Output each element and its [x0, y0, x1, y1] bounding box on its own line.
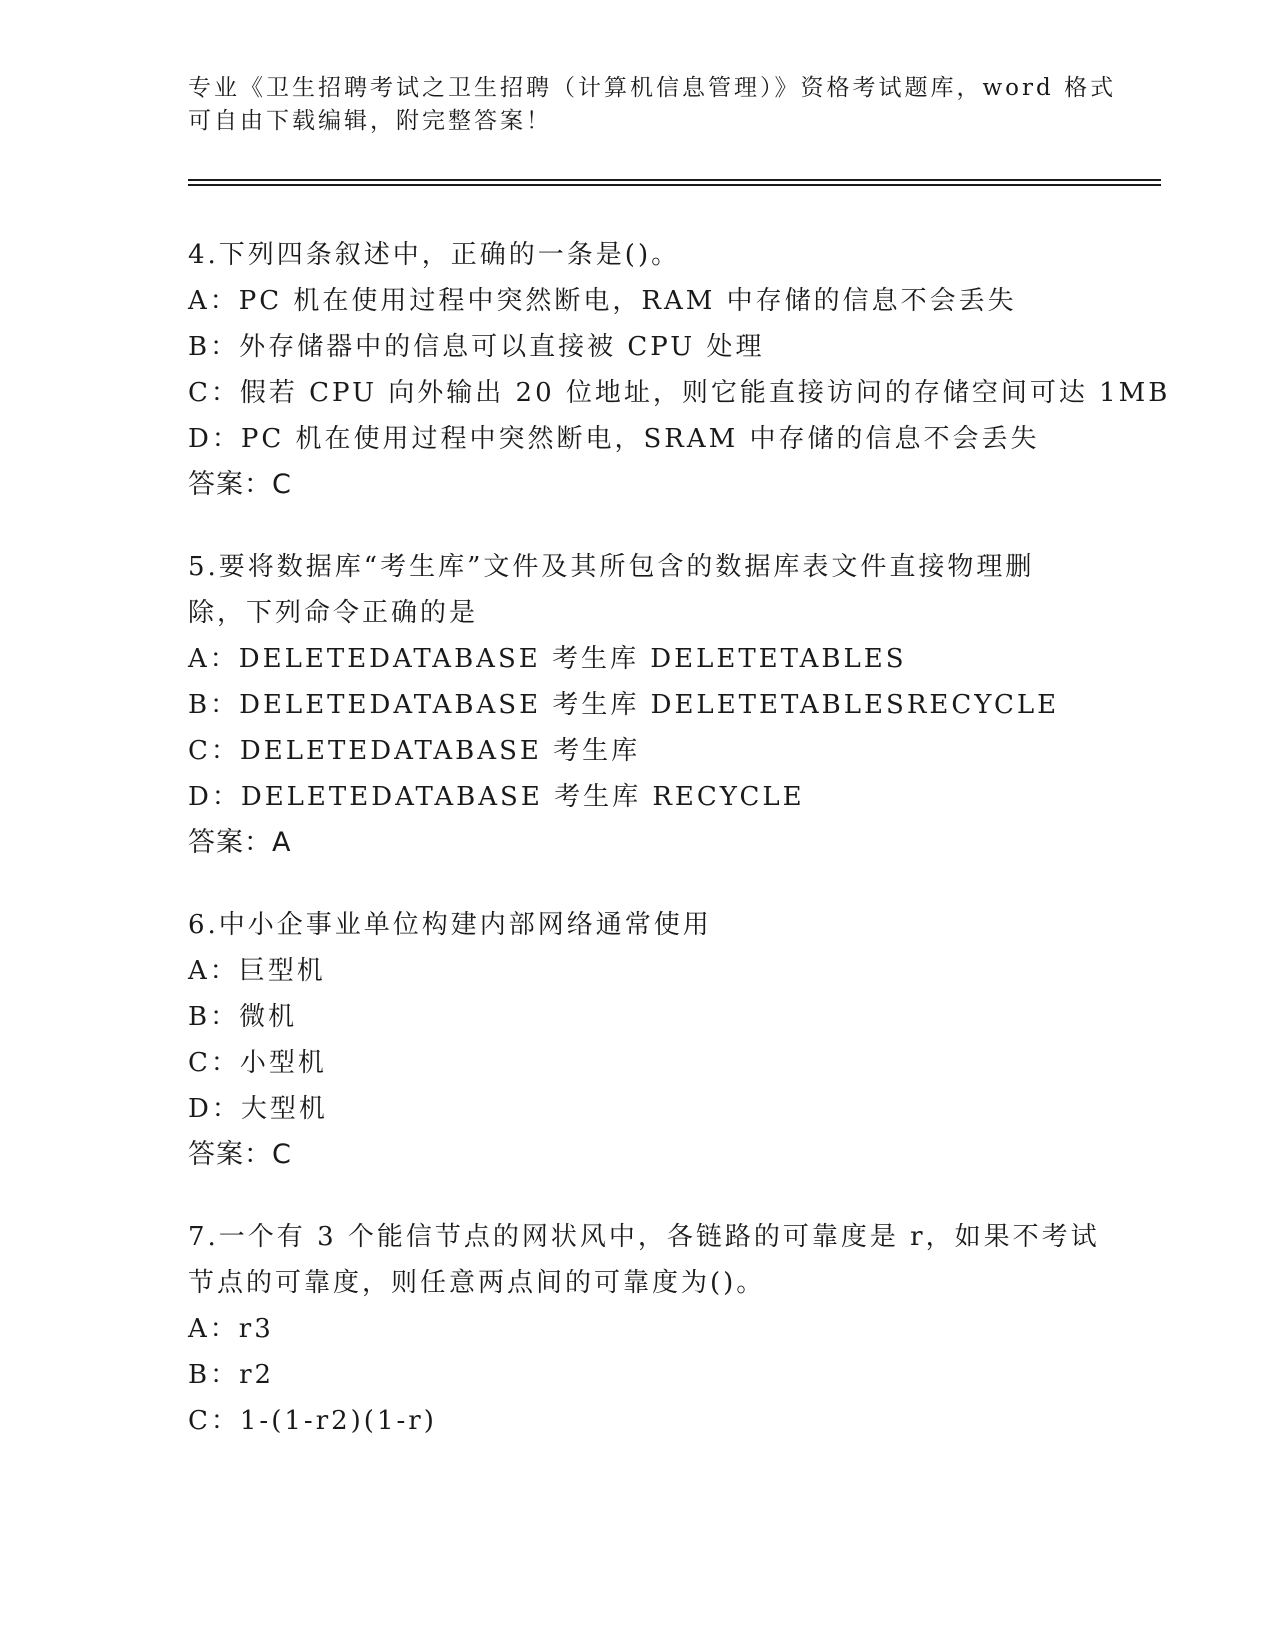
- option-c: C：假若 CPU 向外输出 20 位地址，则它能直接访问的存储空间可达 1MB: [188, 378, 1171, 408]
- option-c: C：DELETEDATABASE 考生库: [188, 736, 641, 766]
- option-b: B：微机: [188, 1002, 298, 1032]
- answer: 答案：C: [188, 469, 292, 500]
- option-a: A：PC 机在使用过程中突然断电，RAM 中存储的信息不会丢失: [188, 286, 1017, 316]
- question-7: [188, 1214, 1100, 1444]
- answer: 答案：A: [188, 827, 292, 858]
- question-stem-continued: 节点的可靠度，则任意两点间的可靠度为()。: [188, 1268, 766, 1298]
- question-list: [188, 232, 1171, 1480]
- question-stem: 4.下列四条叙述中，正确的一条是()。: [188, 240, 681, 270]
- question-6: [188, 902, 1088, 1178]
- option-a: A：r3: [188, 1314, 274, 1344]
- option-c: C：1-(1-r2)(1-r): [188, 1406, 437, 1436]
- option-b: B：r2: [188, 1360, 275, 1390]
- header-line-2: 可自由下载编辑，附完整答案！: [188, 108, 552, 134]
- question-stem-continued: 除，下列命令正确的是: [188, 598, 479, 628]
- header-divider-bottom: [188, 184, 1161, 186]
- question-stem: 5.要将数据库“考生库”文件及其所包含的数据库表文件直接物理删: [188, 552, 1035, 582]
- question-stem: 7.一个有 3 个能信节点的网状风中，各链路的可靠度是 r，如果不考试: [188, 1222, 1100, 1252]
- option-d: D：PC 机在使用过程中突然断电，SRAM 中存储的信息不会丢失: [188, 424, 1040, 454]
- option-b: B：DELETEDATABASE 考生库 DELETETABLESRECYCLE: [188, 690, 1060, 720]
- question-stem: 6.中小企事业单位构建内部网络通常使用: [188, 910, 712, 940]
- option-b: B：外存储器中的信息可以直接被 CPU 处理: [188, 332, 765, 362]
- document-header: [188, 72, 1117, 138]
- question-5: [188, 544, 1088, 866]
- header-line-1: 专业《卫生招聘考试之卫生招聘（计算机信息管理）》资格考试题库，word 格式: [188, 75, 1117, 101]
- answer: 答案：C: [188, 1139, 292, 1170]
- option-a: A：巨型机: [188, 956, 326, 986]
- option-d: D：大型机: [188, 1094, 328, 1124]
- question-4: [188, 232, 1171, 508]
- option-a: A：DELETEDATABASE 考生库 DELETETABLES: [188, 644, 907, 674]
- option-c: C：小型机: [188, 1048, 327, 1078]
- option-d: D：DELETEDATABASE 考生库 RECYCLE: [188, 782, 805, 812]
- header-divider-top: [188, 179, 1161, 181]
